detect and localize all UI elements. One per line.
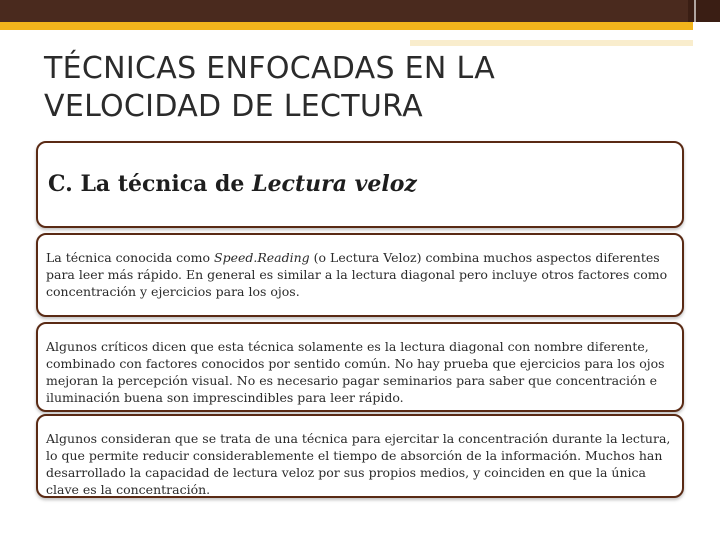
slide-title-line2: VELOCIDAD DE LECTURA [44,89,423,124]
paragraph-box-2 [36,322,684,412]
paragraph-box-3 [36,414,684,498]
paragraph-box-1 [36,233,684,317]
gold-accent-line [0,22,693,30]
section-heading-prefix: C. La técnica de [48,171,253,197]
section-heading-emphasis: Lectura veloz [252,171,417,197]
header-bar [0,0,688,22]
paragraph-2: Algunos críticos dicen que esta técnica solamente es la lectura diagonal con nombre diferente, combinado con factores conocidos por sentido común. No hay prueba que ejercicios para los ojos mejoran la percepción visual. No es necesario pagar seminarios para saber que concentración e iluminación buena son imprescindibles para leer rápido. [46,339,665,405]
slide-title [44,50,644,126]
paragraph-1 [38,235,682,300]
paragraph-1-before: La técnica conocida como [46,250,215,265]
header-divider [694,0,696,22]
gold-accent-subline [410,40,693,46]
paragraph-1-after: (o Lectura Veloz) combina muchos aspectos diferentes para leer más rápido. En general es similar a la lectura diagonal pero incluye otros factores como concentración y ejercicios para los ojos. [46,250,668,299]
section-heading [48,171,417,197]
header-accent-block [688,0,720,22]
paragraph-3: Algunos consideran que se trata de una técnica para ejercitar la concentración durante la lectura, lo que permite reducir considerablemente el tiempo de absorción de la información. Muchos han desarrollado la capacidad de lectura veloz por sus propios medios, y coinciden en que la única clave es la concentración. [46,431,671,497]
paragraph-1-emphasis: Speed.Reading [214,250,310,265]
slide-title-line1: TÉCNICAS ENFOCADAS EN LA [44,51,496,86]
section-heading-box [36,141,684,228]
